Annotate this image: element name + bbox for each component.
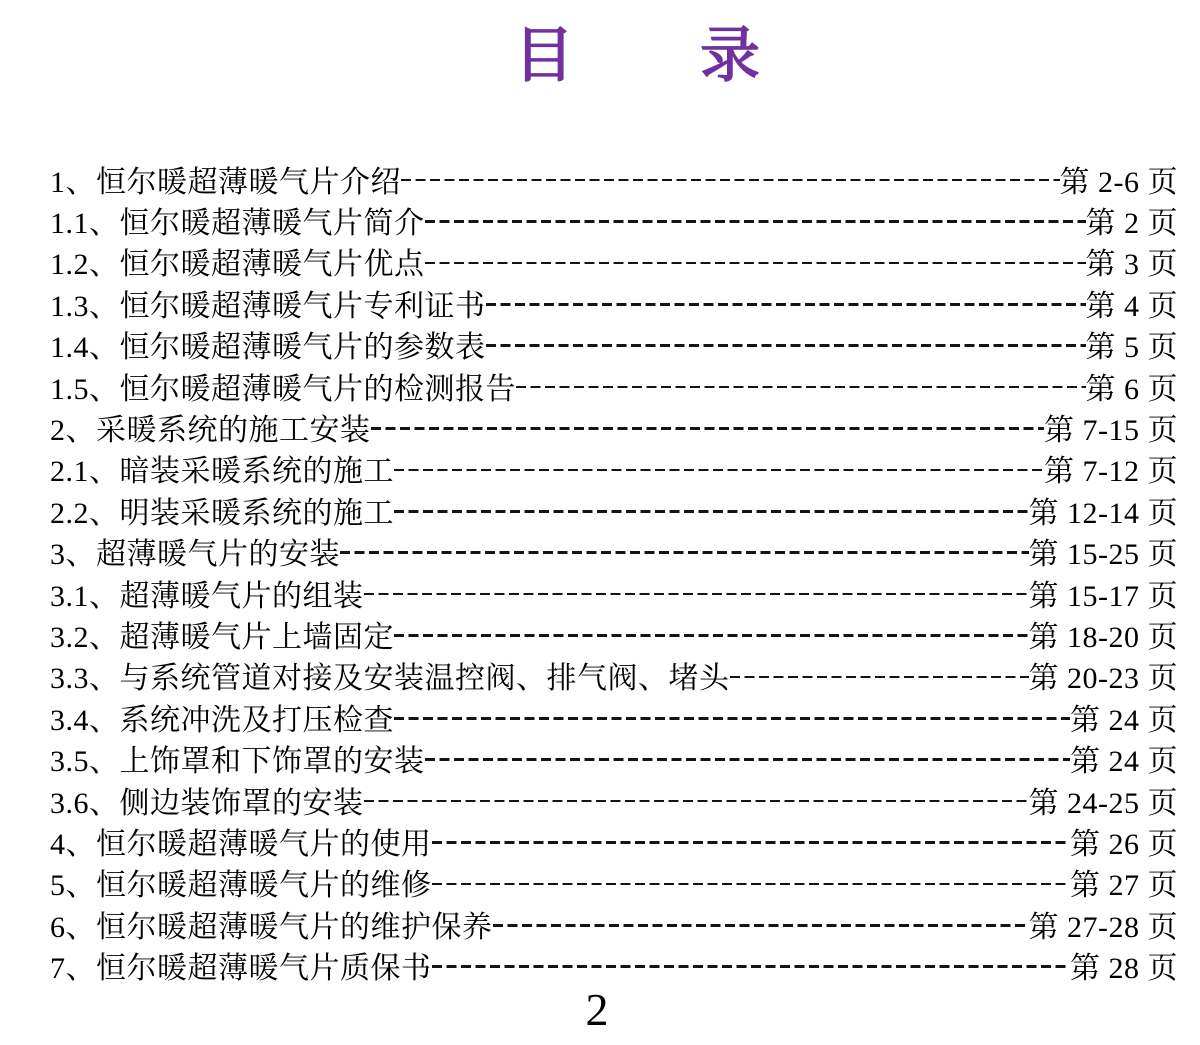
toc-entry bbox=[50, 241, 1178, 282]
toc-entry-label: 3.1、超薄暖气片的组装 bbox=[50, 579, 364, 613]
dash-leader bbox=[425, 262, 1086, 265]
toc-entry bbox=[50, 613, 1178, 654]
toc-entry-label: 3.4、系统冲洗及打压检查 bbox=[50, 703, 394, 737]
page-title: 目 录 bbox=[514, 22, 762, 89]
toc-entry bbox=[50, 158, 1178, 199]
dash-leader bbox=[516, 386, 1086, 389]
toc-entry bbox=[50, 572, 1178, 613]
toc-entry-page: 第 2-6 页 bbox=[1059, 165, 1178, 199]
toc-entry bbox=[50, 944, 1178, 985]
dash-leader bbox=[486, 303, 1086, 306]
toc-entry bbox=[50, 655, 1178, 696]
toc-entry-page: 第 20-23 页 bbox=[1028, 662, 1178, 696]
toc-entry bbox=[50, 696, 1178, 737]
toc-entry-page: 第 24 页 bbox=[1070, 703, 1178, 737]
toc-entry-page: 第 2 页 bbox=[1085, 207, 1178, 241]
toc-entry-label: 2.1、暗装采暖系统的施工 bbox=[50, 455, 394, 489]
toc-entry bbox=[50, 282, 1178, 323]
toc-entry bbox=[50, 489, 1178, 530]
toc-entry-label: 2.2、明装采暖系统的施工 bbox=[50, 496, 394, 530]
toc-entry-label: 7、恒尔暖超薄暖气片质保书 bbox=[50, 952, 432, 986]
toc-entry-label: 1.4、恒尔暖超薄暖气片的参数表 bbox=[50, 331, 486, 365]
toc-entry-label: 1.3、恒尔暖超薄暖气片专利证书 bbox=[50, 289, 486, 323]
dash-leader bbox=[425, 758, 1071, 761]
dash-leader bbox=[364, 800, 1029, 803]
toc-entry-label: 3.5、上饰罩和下饰罩的安装 bbox=[50, 745, 425, 779]
toc-entry-page: 第 5 页 bbox=[1085, 331, 1178, 365]
dash-leader bbox=[432, 965, 1071, 968]
toc-entry bbox=[50, 820, 1178, 861]
dash-leader bbox=[394, 469, 1044, 472]
toc-entry bbox=[50, 448, 1178, 489]
dash-leader bbox=[364, 593, 1029, 596]
dash-leader bbox=[432, 841, 1071, 844]
toc-entry-label: 3.3、与系统管道对接及安装温控阀、排气阀、堵头 bbox=[50, 662, 730, 696]
toc-entry bbox=[50, 903, 1178, 944]
toc-entry-label: 6、恒尔暖超薄暖气片的维护保养 bbox=[50, 910, 493, 944]
toc-entry-page: 第 7-12 页 bbox=[1044, 455, 1178, 489]
toc-entry-page: 第 12-14 页 bbox=[1028, 496, 1178, 530]
page-number: 2 bbox=[585, 984, 609, 1035]
toc-entry-label: 3.2、超薄暖气片上墙固定 bbox=[50, 621, 394, 654]
dash-leader bbox=[730, 676, 1029, 679]
toc-entry-page: 第 15-25 页 bbox=[1028, 538, 1178, 572]
toc-entry-page: 第 28 页 bbox=[1070, 952, 1178, 986]
toc-entry-page: 第 27 页 bbox=[1070, 869, 1178, 903]
dash-leader bbox=[394, 634, 1029, 637]
toc-list bbox=[50, 158, 1178, 986]
toc-entry bbox=[50, 406, 1178, 447]
toc-entry bbox=[50, 862, 1178, 903]
toc-entry-label: 1.1、恒尔暖超薄暖气片简介 bbox=[50, 207, 425, 241]
toc-entry-label: 2、采暖系统的施工安装 bbox=[50, 414, 371, 448]
toc-entry-label: 4、恒尔暖超薄暖气片的使用 bbox=[50, 827, 432, 861]
dash-leader bbox=[432, 883, 1071, 886]
dash-leader bbox=[371, 427, 1045, 430]
dash-leader bbox=[486, 344, 1086, 347]
toc-entry-label: 1.5、恒尔暖超薄暖气片的检测报告 bbox=[50, 372, 516, 406]
toc-entry-label: 1、恒尔暖超薄暖气片介绍 bbox=[50, 165, 401, 199]
dash-leader bbox=[394, 717, 1070, 720]
toc-entry-page: 第 6 页 bbox=[1085, 372, 1178, 406]
dash-leader bbox=[401, 179, 1060, 182]
dash-leader bbox=[425, 220, 1086, 223]
toc-entry-page: 第 24 页 bbox=[1070, 745, 1178, 779]
toc-entry-label: 3.6、侧边装饰罩的安装 bbox=[50, 786, 364, 820]
dash-leader bbox=[493, 924, 1029, 927]
toc-entry bbox=[50, 324, 1178, 365]
toc-entry-label: 5、恒尔暖超薄暖气片的维修 bbox=[50, 869, 432, 903]
toc-entry-label: 1.2、恒尔暖超薄暖气片优点 bbox=[50, 248, 425, 282]
toc-entry bbox=[50, 199, 1178, 240]
dash-leader bbox=[394, 510, 1029, 513]
toc-entry-page: 第 4 页 bbox=[1085, 289, 1178, 323]
toc-entry bbox=[50, 737, 1178, 778]
toc-entry-page: 第 3 页 bbox=[1085, 248, 1178, 282]
toc-entry bbox=[50, 365, 1178, 406]
toc-entry-label: 3、超薄暖气片的安装 bbox=[50, 538, 340, 572]
toc-entry-page: 第 15-17 页 bbox=[1028, 579, 1178, 613]
toc-entry-page: 第 26 页 bbox=[1070, 827, 1178, 861]
toc-entry-page: 第 24-25 页 bbox=[1028, 786, 1178, 820]
dash-leader bbox=[340, 551, 1029, 554]
toc-entry-page: 第 27-28 页 bbox=[1028, 910, 1178, 944]
toc-entry bbox=[50, 531, 1178, 572]
toc-entry-page: 第 7-15 页 bbox=[1044, 414, 1178, 448]
toc-entry bbox=[50, 779, 1178, 820]
toc-entry-page: 第 18-20 页 bbox=[1028, 621, 1178, 654]
